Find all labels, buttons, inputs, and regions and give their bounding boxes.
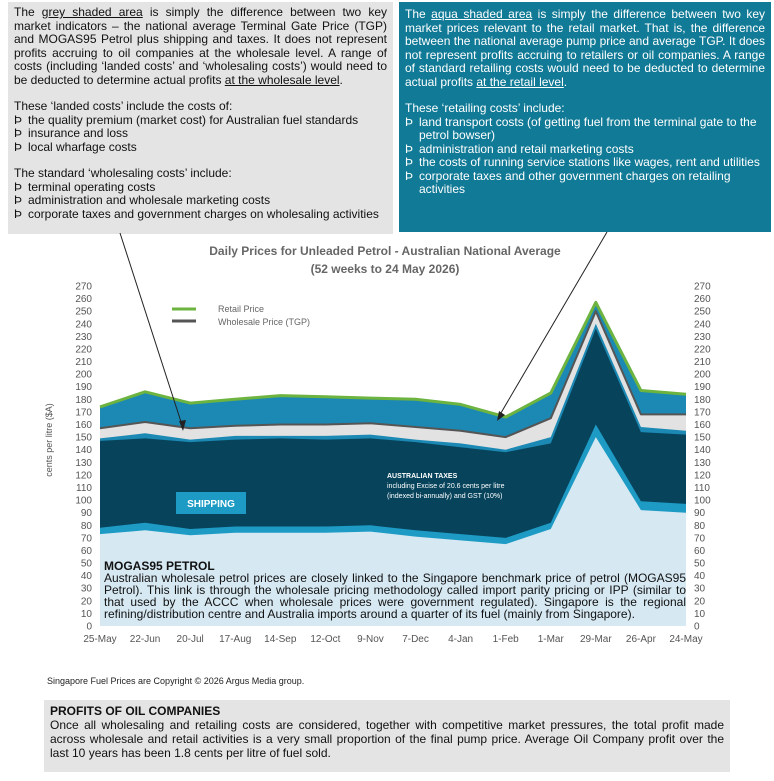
list-item: Þ corporate taxes and government charges on wholesaling activities — [14, 206, 379, 221]
y-tick-label-right: 210 — [694, 357, 711, 369]
bullet-icon: Þ — [405, 141, 414, 156]
mogas95-explanation — [104, 560, 686, 620]
y-tick-label-left: 140 — [75, 445, 92, 457]
y-axis-label: cents per litre ($A) — [44, 403, 54, 477]
profits-title: PROFITS OF OIL COMPANIES — [50, 704, 221, 718]
taxes-label-line1: including Excise of 20.6 cents per litre — [387, 483, 505, 490]
landed-costs-heading: These ‘landed costs’ include the costs of: — [14, 99, 233, 113]
y-tick-label-left: 50 — [80, 558, 92, 570]
y-tick-label-right: 230 — [694, 331, 711, 343]
y-tick-label-right: 170 — [694, 407, 711, 419]
x-tick-label: 1-Feb — [492, 634, 519, 645]
y-tick-label-left: 40 — [80, 571, 92, 583]
oil-company-profits-box — [44, 700, 730, 772]
list-item: Þ corporate taxes and other government charges on retailing activities — [405, 168, 731, 196]
retailing-costs-heading: These ‘retailing costs’ include: — [405, 101, 565, 115]
x-tick-label: 9-Nov — [357, 634, 384, 645]
taxes-label-title: AUSTRALIAN TAXES — [387, 473, 458, 480]
x-tick-label: 26-Apr — [625, 634, 656, 645]
list-item: Þ insurance and loss — [14, 126, 129, 140]
list-item: Þ the costs of running service stations like wages, rent and utilities — [405, 155, 760, 169]
y-tick-label-right: 260 — [694, 294, 711, 306]
bullet-icon: Þ — [14, 112, 23, 127]
y-tick-label-left: 80 — [80, 520, 92, 532]
list-item: Þ the quality premium (market cost) for Australian fuel standards — [14, 112, 359, 127]
mogas95-text: Australian wholesale petrol prices are closely linked to the Singapore benchmark price of petrol (MOGAS95 Petrol). This link is through the wholesale pricing methodology called import parity pricing or IPP (similar to that used by the ACCC when wholesale prices were government regulated). Singapore is the regional refining/distribution centre and Australia imports around a quarter of its fuel (mainly from Singapore). — [104, 571, 686, 621]
list-item: Þ local wharfage costs — [14, 139, 137, 154]
chart-subtitle: (52 weeks to 24 May 2026) — [310, 262, 460, 276]
y-tick-label-left: 10 — [80, 608, 92, 620]
x-tick-label: 20-Jul — [176, 634, 204, 645]
y-tick-label-right: 30 — [694, 583, 706, 595]
y-tick-label-left: 240 — [75, 319, 92, 331]
y-tick-label-right: 10 — [694, 608, 706, 620]
y-tick-label-right: 80 — [694, 520, 706, 532]
x-tick-label: 4-Jan — [448, 634, 474, 645]
y-tick-label-right: 270 — [694, 281, 711, 293]
list-item: Þ terminal operating costs — [14, 179, 156, 194]
shipping-label: SHIPPING — [187, 499, 235, 510]
y-tick-label-left: 160 — [75, 420, 92, 432]
y-tick-label-left: 230 — [75, 331, 92, 343]
y-tick-label-right: 150 — [694, 432, 711, 444]
aqua-intro: The aqua shaded area is simply the difference between two key market prices relevant to the retail market. That is, the difference between the national average pump price and average TGP. It does not represent profits accruing to retailers or oil companies. A range of standard retailing costs would need to be deducted to determine actual profits at the retail level. — [405, 7, 766, 89]
x-tick-label: 22-Jun — [129, 634, 161, 645]
y-tick-label-left: 210 — [75, 357, 92, 369]
x-tick-label: 25-May — [83, 634, 117, 645]
bullet-icon: Þ — [14, 139, 23, 154]
list-item: Þ administration and retail marketing costs — [405, 141, 634, 156]
bullet-icon: Þ — [14, 193, 23, 207]
list-item: Þ land transport costs (of getting fuel from the terminal gate to the petrol bowser) — [405, 114, 757, 142]
y-tick-label-left: 180 — [75, 394, 92, 406]
y-tick-label-right: 220 — [694, 344, 711, 356]
y-tick-label-right: 100 — [694, 495, 711, 507]
y-tick-label-left: 120 — [75, 470, 92, 482]
profits-text: Once all wholesaling and retailing costs are considered, together with competitive market pressures, the total profit made across wholesale and retail activities is a very small proportion of the final pump price. Average Oil Company profit over the last 10 years has been 1.8 cents per litre of fuel sold. — [50, 718, 724, 760]
mogas95-title: MOGAS95 PETROL — [104, 559, 215, 573]
y-tick-label-left: 260 — [75, 294, 92, 306]
y-tick-label-right: 40 — [694, 571, 706, 583]
y-tick-label-left: 0 — [86, 621, 92, 633]
right-axis — [694, 282, 711, 633]
y-tick-label-right: 90 — [694, 508, 706, 520]
retail-level-term: at the retail level — [476, 74, 564, 89]
grey-intro: The grey shaded area is simply the difference between two key market indicators – the national average Terminal Gate Price (TGP) and MOGAS95 Petrol plus shipping and taxes. It does not represent profits accruing to oil companies at the wholesale level. A range of costs (including ‘landed costs’ and ‘wholesaling costs’) would need to be deducted to determine actual profits at the wholesale level. — [14, 5, 387, 87]
y-tick-label-right: 250 — [694, 306, 711, 318]
y-tick-label-right: 50 — [694, 558, 706, 570]
y-tick-label-left: 100 — [75, 495, 92, 507]
y-tick-label-right: 60 — [694, 545, 706, 557]
y-tick-label-left: 60 — [80, 545, 92, 557]
list-item: Þ administration and wholesale marketing costs — [14, 193, 271, 207]
x-tick-label: 24-May — [669, 634, 703, 645]
y-tick-label-left: 190 — [75, 382, 92, 394]
y-tick-label-left: 170 — [75, 407, 92, 419]
y-tick-label-right: 0 — [694, 621, 700, 633]
y-tick-label-left: 200 — [75, 369, 92, 381]
left-axis — [75, 282, 92, 633]
y-tick-label-left: 220 — [75, 344, 92, 356]
y-tick-label-right: 130 — [694, 457, 711, 469]
x-tick-label: 14-Sep — [264, 634, 297, 645]
y-tick-label-left: 20 — [80, 596, 92, 608]
y-tick-label-right: 160 — [694, 420, 711, 432]
taxes-label-line2: (indexed bi-annually) and GST (10%) — [387, 493, 503, 500]
y-tick-label-left: 130 — [75, 457, 92, 469]
bullet-icon: Þ — [405, 114, 414, 129]
copyright-notice: Singapore Fuel Prices are Copyright © 2026 Argus Media group. — [47, 676, 305, 686]
y-tick-label-left: 150 — [75, 432, 92, 444]
aqua-shaded-area-term: aqua shaded area — [431, 7, 533, 21]
legend-tgp-label: Wholesale Price (TGP) — [218, 317, 311, 327]
x-tick-label: 1-Mar — [537, 634, 564, 645]
bullet-icon: Þ — [14, 206, 23, 221]
y-tick-label-right: 120 — [694, 470, 711, 482]
y-tick-label-left: 270 — [75, 281, 92, 293]
y-tick-label-right: 190 — [694, 382, 711, 394]
y-tick-label-left: 110 — [76, 482, 92, 494]
y-tick-label-right: 180 — [694, 394, 711, 406]
bullet-icon: Þ — [405, 155, 414, 169]
bullet-icon: Þ — [14, 179, 23, 194]
grey-shaded-area-term: grey shaded area — [41, 5, 143, 19]
y-tick-label-right: 110 — [694, 482, 710, 494]
y-tick-label-right: 140 — [694, 445, 711, 457]
wholesaling-costs-heading: The standard ‘wholesaling costs’ include: — [14, 166, 232, 180]
wholesale-level-term: at the wholesale level — [224, 72, 340, 87]
chart-title: Daily Prices for Unleaded Petrol - Australian National Average — [209, 244, 561, 258]
bullet-icon: Þ — [14, 126, 23, 140]
x-tick-label: 17-Aug — [219, 634, 252, 645]
x-tick-label: 7-Dec — [402, 634, 429, 645]
bullet-icon: Þ — [405, 168, 414, 183]
y-tick-label-left: 30 — [80, 583, 92, 595]
y-tick-label-right: 200 — [694, 369, 711, 381]
y-tick-label-right: 70 — [694, 533, 706, 545]
x-axis — [83, 634, 702, 645]
y-tick-label-left: 70 — [80, 533, 92, 545]
y-tick-label-left: 250 — [75, 306, 92, 318]
y-tick-label-right: 240 — [694, 319, 711, 331]
x-tick-label: 29-Mar — [580, 634, 612, 645]
x-tick-label: 12-Oct — [310, 634, 341, 645]
legend-retail-label: Retail Price — [218, 304, 265, 314]
y-tick-label-right: 20 — [694, 596, 706, 608]
y-tick-label-left: 90 — [80, 508, 92, 520]
